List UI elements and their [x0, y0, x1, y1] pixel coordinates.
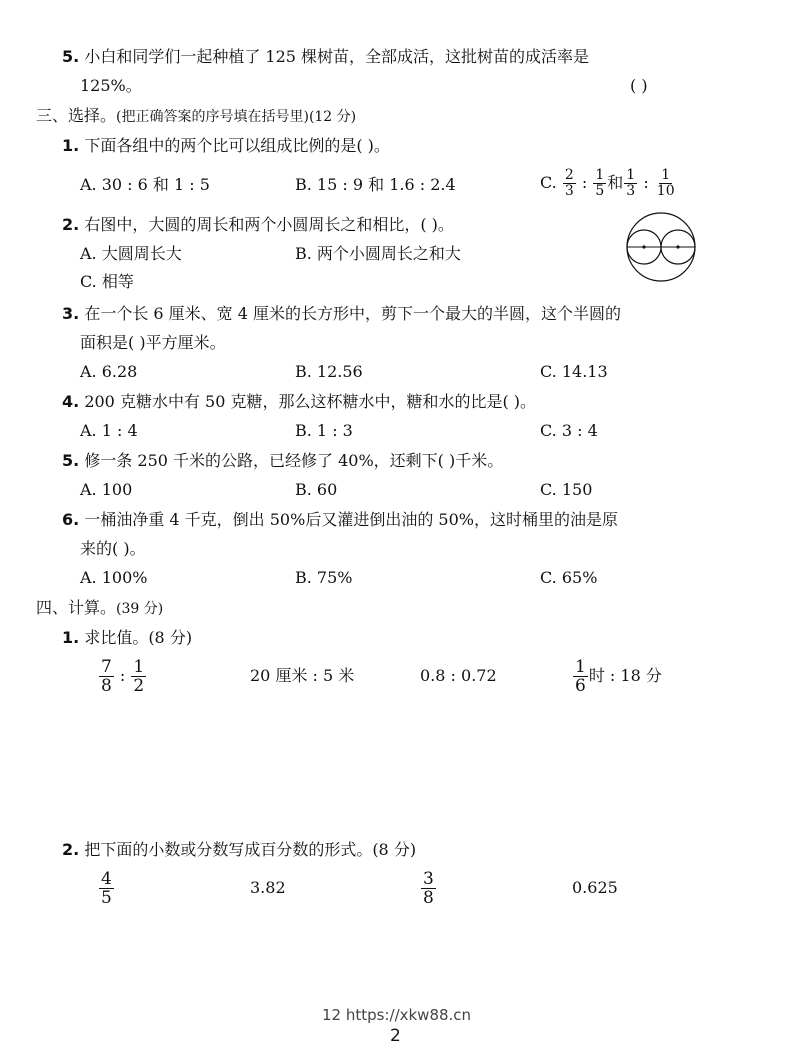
choice-q6-line2: 来的( )。: [80, 539, 146, 558]
option-b: B. 1 : 3: [295, 421, 353, 440]
choice-q6-line1: [62, 510, 618, 530]
option-a: A. 6.28: [80, 362, 138, 381]
question-number: 6.: [62, 510, 80, 529]
option-a: A. 30 : 6 和 1 : 5: [80, 175, 210, 194]
fraction: $\frac{1}{10}$: [656, 167, 675, 199]
choice-q4: [62, 392, 536, 412]
page-number: 2: [390, 1026, 401, 1046]
question-text: 修一条 250 千米的公路，已经修了 40%，还剩下( )千米。: [84, 451, 504, 470]
section-title: 四、计算。: [36, 598, 117, 617]
section-note: (39 分): [116, 601, 164, 617]
question-number: 5.: [62, 47, 80, 66]
fraction: $\frac{1}{5}$: [595, 167, 605, 199]
choice-q1: [62, 136, 390, 156]
option-a: A. 100%: [80, 568, 148, 587]
question-text: 一桶油净重 4 千克，倒出 50%后又灌进倒出油的 50%，这时桶里的油是原: [84, 510, 618, 529]
fraction: $\frac{1}{3}$: [626, 167, 636, 199]
question-number: 2.: [62, 215, 80, 234]
ratio-colon: :: [119, 666, 126, 685]
option-b: B. 60: [295, 480, 338, 499]
question-text: 求比值。(8 分): [84, 628, 193, 647]
and-word: 和: [607, 173, 624, 192]
option-a: A. 大圆周长大: [80, 244, 182, 263]
question-number: 4.: [62, 392, 80, 411]
option-c: C. 3 : 4: [540, 421, 598, 440]
expression-2: 20 厘米 : 5 米: [250, 666, 355, 685]
judge-q5-line2: 125%。: [80, 76, 142, 95]
ratio-colon: :: [643, 173, 649, 192]
answer-paren: ( ): [630, 76, 648, 95]
expression-rest: 时 : 18 分: [588, 666, 662, 685]
question-text: 下面各组中的两个比可以组成比例的是( )。: [84, 136, 390, 155]
section-note: (把正确答案的序号填在括号里)(12 分): [116, 109, 357, 125]
option-c: [540, 168, 678, 199]
question-text: 小白和同学们一起种植了 125 棵树苗，全部成活，这批树苗的成活率是: [84, 47, 590, 66]
judge-q5-line1: [62, 47, 589, 67]
option-b: B. 两个小圆周长之和大: [295, 244, 461, 263]
option-c: C. 14.13: [540, 362, 608, 381]
option-b: B. 75%: [295, 568, 353, 587]
fraction: $\frac{7}{8}$: [101, 657, 112, 696]
expression-4: [572, 658, 662, 695]
option-c: C. 相等: [80, 272, 134, 291]
calc-q1: [62, 628, 192, 648]
expression-3: 0.8 : 0.72: [420, 666, 497, 685]
option-label: C.: [540, 173, 557, 192]
option-a: A. 1 : 4: [80, 421, 138, 440]
section-3-heading: [36, 106, 356, 127]
option-b: B. 15 : 9 和 1.6 : 2.4: [295, 175, 456, 194]
circles-figure: [624, 210, 698, 284]
fraction: $\frac{4}{5}$: [101, 869, 112, 908]
option-a: A. 100: [80, 480, 133, 499]
choice-q5: [62, 451, 503, 471]
question-number: 1.: [62, 628, 80, 647]
choice-q3-line1: [62, 304, 621, 324]
question-number: 2.: [62, 840, 80, 859]
choice-q3-line2: 面积是( )平方厘米。: [80, 333, 226, 352]
expression-2: 3.82: [250, 878, 286, 897]
fraction: $\frac{1}{6}$: [575, 657, 586, 696]
question-number: 1.: [62, 136, 80, 155]
ratio-colon: :: [581, 173, 588, 192]
question-number: 5.: [62, 451, 80, 470]
fraction: $\frac{3}{8}$: [423, 869, 434, 908]
option-b: B. 12.56: [295, 362, 363, 381]
expression-1: [98, 658, 147, 695]
calc-q2: [62, 840, 416, 860]
expression-3: [420, 870, 437, 907]
watermark: 12 https://xkw88.cn: [322, 1006, 472, 1024]
fraction: $\frac{2}{3}$: [564, 167, 574, 199]
question-text: 在一个长 6 厘米、宽 4 厘米的长方形中，剪下一个最大的半圆，这个半圆的: [84, 304, 622, 323]
section-4-heading: [36, 598, 163, 619]
question-number: 3.: [62, 304, 80, 323]
question-text: 200 克糖水中有 50 克糖，那么这杯糖水中，糖和水的比是( )。: [84, 392, 537, 411]
question-text: 把下面的小数或分数写成百分数的形式。(8 分): [84, 840, 417, 859]
option-c: C. 65%: [540, 568, 598, 587]
option-c: C. 150: [540, 480, 593, 499]
expression-4: 0.625: [572, 878, 618, 897]
fraction: $\frac{1}{2}$: [133, 657, 145, 696]
choice-q2: [62, 215, 454, 235]
section-title: 三、选择。: [36, 106, 117, 125]
expression-1: [98, 870, 115, 907]
question-text: 右图中，大圆的周长和两个小圆周长之和相比，( )。: [84, 215, 454, 234]
